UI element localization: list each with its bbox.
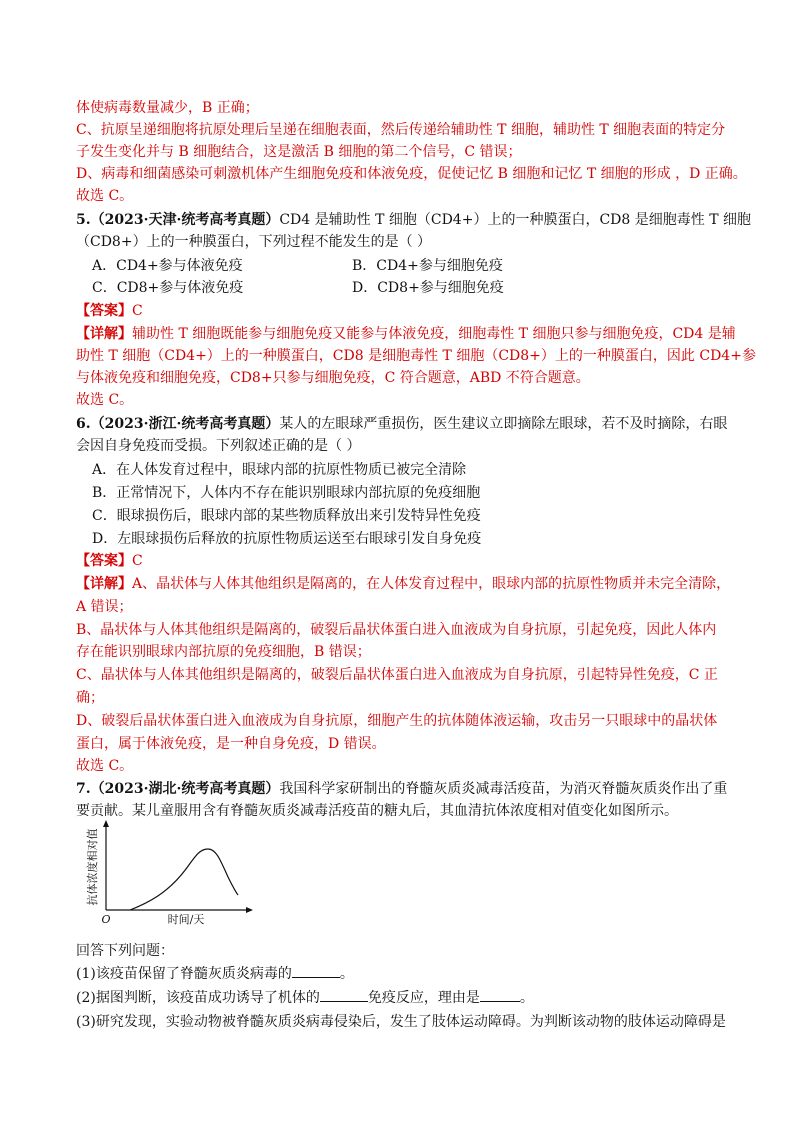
x-axis-label: 时间/天 <box>167 913 205 925</box>
sub-question-2: (2)据图判断，该疫苗成功诱导了机体的 免疫反应，理由是 。 <box>76 987 534 1009</box>
option-b: B．CD4+参与细胞免疫 <box>352 258 503 274</box>
question-source: （2023·湖北·统考高考真题） <box>90 781 280 797</box>
answer-line <box>76 300 143 322</box>
detail-label: 【详解】 <box>76 576 132 592</box>
answer-label: 【答案】 <box>76 553 132 569</box>
detail-line: 【详解】A、晶状体与人体其他组织是隔离的，在人体发育过程中，眼球内部的抗原性物质并未完全清除， <box>76 576 731 592</box>
sub-question-3: (3)研究发现，实验动物被脊髓灰质炎病毒侵染后，发生了肢体运动障碍。为判断该动物的肢体运动障碍是 <box>76 1014 726 1030</box>
detail-line: B、晶状体与人体其他组织是隔离的，破裂后晶状体蛋白进入血液成为自身抗原，引起免疫，因此人体内 <box>76 622 717 638</box>
antibody-curve-figure <box>78 815 258 925</box>
explanation-line: D、病毒和细菌感染可刺激机体产生细胞免疫和体液免疫，促使记忆 B 细胞和记忆 T 细胞的形成 ，D 正确。 <box>76 166 747 182</box>
option-a: A．CD4+参与体液免疫 <box>92 258 243 274</box>
question-source: （2023·天津·统考高考真题） <box>90 212 280 228</box>
answer-value: C <box>132 553 143 569</box>
x-axis-arrow <box>246 907 253 913</box>
question-7-stem <box>76 778 727 800</box>
answer-blank[interactable] <box>480 987 520 1002</box>
explanation-line: 子发生变化并与 B 细胞结合，这是激活 B 细胞的第二个信号，C 错误； <box>76 144 522 160</box>
question-text: 要贡献。某儿童服用含有脊髓灰质炎减毒活疫苗的糖丸后，其血清抗体浓度相对值变化如图所示。 <box>76 803 678 819</box>
question-text: 会因自身免疫而受损。下列叙述正确的是（ ） <box>76 438 361 454</box>
question-text: CD4 是辅助性 T 细胞（CD4+）上的一种膜蛋白，CD8 是细胞毒性 T 细胞 <box>279 212 751 228</box>
detail-conclusion: 故选 C。 <box>76 758 134 774</box>
option-c: C．眼球损伤后，眼球内部的某些物质释放出来引发特异性免疫 <box>92 508 481 524</box>
detail-line: 确； <box>76 690 104 706</box>
option-c: C．CD8+参与体液免疫 <box>92 280 244 296</box>
y-axis-label <box>85 829 99 906</box>
y-axis-arrow <box>103 820 109 827</box>
explanation-conclusion: 故选 C。 <box>76 188 134 204</box>
sub-question-1: (1)该疫苗保留了脊髓灰质炎病毒的 。 <box>76 963 354 985</box>
question-number: 7. <box>76 781 91 797</box>
detail-line: D、破裂后晶状体蛋白进入血液成为自身抗原，细胞产生的抗体随体液运输，攻击另一只眼球中的晶状体 <box>76 713 718 729</box>
option-b: B．正常情况下，人体内不存在能识别眼球内部抗原的免疫细胞 <box>92 485 481 501</box>
option-a: A．在人体发育过程中，眼球内部的抗原性物质已被完全清除 <box>92 462 467 478</box>
detail-label: 【详解】 <box>76 326 132 342</box>
answer-line <box>76 550 143 572</box>
option-d: D．左眼球损伤后释放的抗原性物质运送至右眼球引发自身免疫 <box>92 531 482 547</box>
question-text: 某人的左眼球严重损伤，医生建议立即摘除左眼球，若不及时摘除，右眼 <box>279 416 728 432</box>
y-axis-label-text: 抗体浓度相对值 <box>86 828 99 906</box>
detail-line: 【详解】辅助性 T 细胞既能参与细胞免疫又能参与体液免疫，细胞毒性 T 细胞只参与细胞免疫，CD4 是辅 <box>76 326 736 342</box>
answer-value: C <box>132 303 143 319</box>
question-text: （CD8+）上的一种膜蛋白，下列过程不能发生的是（ ） <box>76 234 432 250</box>
question-6-stem <box>76 413 727 435</box>
question-number: 6. <box>76 416 91 432</box>
explanation-line: 体使病毒数量减少，B 正确； <box>76 100 259 116</box>
detail-line: C、晶状体与人体其他组织是隔离的，破裂后晶状体蛋白进入血液成为自身抗原，引起特异性免疫，C 正 <box>76 667 718 683</box>
question-5-stem <box>76 209 751 231</box>
detail-line: 助性 T 细胞（CD4+）上的一种膜蛋白，CD8 是细胞毒性 T 细胞（CD8+）上的一种膜蛋白，因此 CD4+参 <box>76 348 756 364</box>
question-text: 我国科学家研制出的脊髓灰质炎减毒活疫苗，为消灭脊髓灰质炎作出了重 <box>279 781 728 797</box>
detail-conclusion: 故选 C。 <box>76 392 134 408</box>
answer-blank[interactable] <box>292 963 340 978</box>
detail-line: A 错误； <box>76 599 133 615</box>
detail-line: 与体液免疫和细胞免疫，CD8+只参与细胞免疫，C 符合题意，ABD 不符合题意。 <box>76 370 590 386</box>
question-source: （2023·浙江·统考高考真题） <box>90 416 280 432</box>
explanation-line: C、抗原呈递细胞将抗原处理后呈递在细胞表面，然后传递给辅助性 T 细胞，辅助性 T 细胞表面的特定分 <box>76 122 726 138</box>
antibody-curve <box>130 849 238 910</box>
detail-line: 蛋白，属于体液免疫，是一种自身免疫，D 错误。 <box>76 736 386 752</box>
detail-line: 存在能识别眼球内部抗原的免疫细胞，B 错误； <box>76 644 371 660</box>
answer-prompt: 回答下列问题： <box>76 943 174 959</box>
origin-label: O <box>101 913 111 925</box>
answer-blank[interactable] <box>320 987 368 1002</box>
option-d: D．CD8+参与细胞免疫 <box>352 280 504 296</box>
answer-label: 【答案】 <box>76 303 132 319</box>
question-number: 5. <box>76 212 91 228</box>
